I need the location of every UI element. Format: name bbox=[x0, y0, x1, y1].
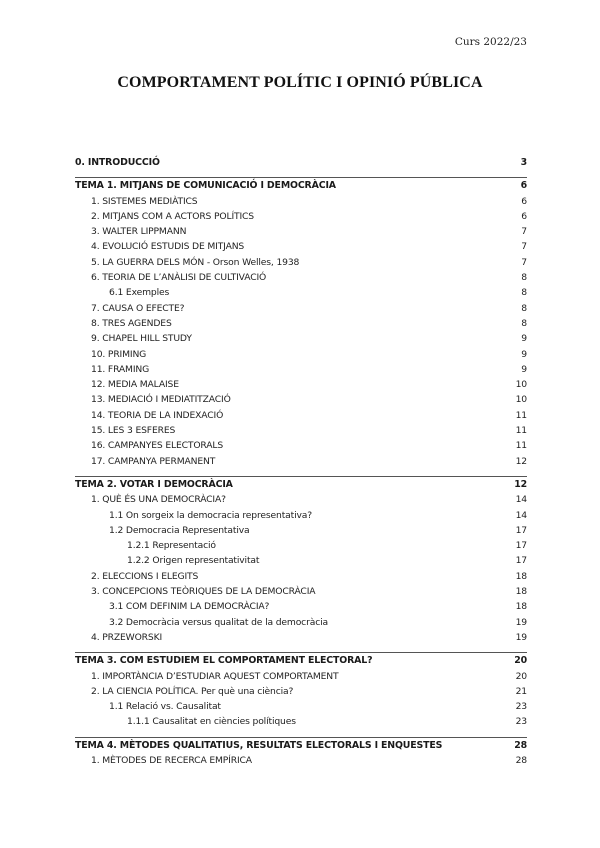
toc-page-number: 11 bbox=[515, 425, 527, 437]
toc-entry-label: 1.1 On sorgeix la democracia representativa? bbox=[109, 509, 312, 521]
course-year: Curs 2022/23 bbox=[454, 36, 527, 48]
toc-chapter[interactable] bbox=[75, 155, 527, 170]
toc-page-number: 28 bbox=[514, 739, 527, 751]
toc-entry-label: TEMA 4. MÈTODES QUALITATIUS, RESULTATS ELECTORALS I ENQUESTES bbox=[75, 739, 443, 751]
toc-page-number: 12 bbox=[514, 478, 527, 490]
toc-entry-label: 6.1 Exemples bbox=[109, 287, 170, 299]
toc-entry[interactable] bbox=[75, 492, 527, 507]
toc-page-number: 28 bbox=[515, 754, 527, 766]
section-gap bbox=[75, 170, 527, 177]
toc-page-number: 18 bbox=[515, 601, 527, 613]
toc-entry[interactable] bbox=[75, 630, 527, 645]
toc-entry-label: 14. TEORIA DE LA INDEXACIÓ bbox=[91, 409, 224, 421]
toc-page-number: 21 bbox=[515, 685, 527, 697]
toc-entry-label: 2. LA CIENCIA POLÍTICA. Per què una ciència? bbox=[91, 685, 294, 697]
toc-page-number: 7 bbox=[521, 256, 527, 268]
toc-entry[interactable] bbox=[75, 301, 527, 316]
toc-entry-label: 1.2.1 Representació bbox=[127, 540, 216, 552]
toc-page-number: 23 bbox=[515, 701, 527, 713]
toc-entry-label: 15. LES 3 ESFERES bbox=[91, 425, 176, 437]
toc-entry-label: 1.2.2 Origen representativitat bbox=[127, 555, 260, 567]
toc-entry[interactable] bbox=[75, 347, 527, 362]
toc-page-number: 19 bbox=[515, 631, 527, 643]
toc-entry-label: 1.2 Democracia Representativa bbox=[109, 524, 250, 536]
toc-page-number: 8 bbox=[521, 272, 527, 284]
toc-entry-label: 12. MEDIA MALAISE bbox=[91, 379, 179, 391]
toc-entry-label: 4. EVOLUCIÓ ESTUDIS DE MITJANS bbox=[91, 241, 245, 253]
toc-page-number: 10 bbox=[515, 394, 527, 406]
toc-page-number: 8 bbox=[521, 302, 527, 314]
toc-entry-label: 2. MITJANS COM A ACTORS POLÍTICS bbox=[91, 210, 254, 222]
toc-entry[interactable] bbox=[75, 753, 527, 768]
document-title: COMPORTAMENT POLÍTIC I OPINIÓ PÚBLICA bbox=[117, 74, 483, 91]
section-gap bbox=[75, 469, 527, 476]
toc-page-number: 14 bbox=[515, 494, 527, 506]
toc-page-number: 7 bbox=[521, 241, 527, 253]
toc-entry-label: 7. CAUSA O EFECTE? bbox=[91, 302, 185, 314]
toc-page-number: 17 bbox=[515, 540, 527, 552]
toc-page-number: 9 bbox=[521, 333, 527, 345]
toc-entry[interactable] bbox=[75, 362, 527, 377]
toc-page-number: 8 bbox=[521, 287, 527, 299]
toc-page-number: 14 bbox=[515, 509, 527, 521]
toc-page-number: 11 bbox=[515, 409, 527, 421]
toc-entry-label: 1. IMPORTÀNCIA D’ESTUDIAR AQUEST COMPORTAMENT bbox=[91, 670, 339, 682]
toc-entry[interactable] bbox=[75, 408, 527, 423]
toc-page-number: 19 bbox=[515, 616, 527, 628]
toc-chapter[interactable] bbox=[75, 476, 527, 492]
toc-entry[interactable] bbox=[75, 714, 527, 729]
toc-entry[interactable] bbox=[75, 615, 527, 630]
toc-entry-label: 6. TEORIA DE L’ANÀLISI DE CULTIVACIÓ bbox=[91, 272, 267, 284]
toc-entry[interactable] bbox=[75, 224, 527, 239]
section-gap bbox=[75, 730, 527, 737]
section-gap bbox=[75, 645, 527, 652]
toc-entry[interactable] bbox=[75, 239, 527, 254]
toc-entry-label: 4. PRZEWORSKI bbox=[91, 631, 163, 643]
toc-entry[interactable] bbox=[75, 331, 527, 346]
toc-entry[interactable] bbox=[75, 538, 527, 553]
toc-chapter[interactable] bbox=[75, 177, 527, 193]
toc-entry-label: 17. CAMPANYA PERMANENT bbox=[91, 455, 216, 467]
toc-entry-label: 9. CHAPEL HILL STUDY bbox=[91, 333, 192, 345]
toc-page-number: 6 bbox=[520, 180, 527, 192]
toc-entry-label: 1.1 Relació vs. Causalitat bbox=[109, 701, 221, 713]
toc-entry-label: 16. CAMPANYES ELECTORALS bbox=[91, 440, 224, 452]
toc-entry-label: 0. INTRODUCCIÓ bbox=[75, 157, 160, 168]
toc-entry[interactable] bbox=[75, 377, 527, 392]
toc-entry-label: 1.1.1 Causalitat en ciències polítiques bbox=[127, 716, 296, 728]
toc-entry[interactable] bbox=[75, 392, 527, 407]
toc-entry[interactable] bbox=[75, 569, 527, 584]
toc-page-number: 3 bbox=[520, 157, 527, 168]
toc-page-number: 23 bbox=[515, 716, 527, 728]
toc-page-number: 11 bbox=[515, 440, 527, 452]
toc-entry-label: 8. TRES AGENDES bbox=[91, 317, 172, 329]
toc-page-number: 17 bbox=[515, 524, 527, 536]
toc-entry-label: 3.2 Democràcia versus qualitat de la democràcia bbox=[109, 616, 328, 628]
toc-chapter[interactable] bbox=[75, 652, 527, 668]
toc-page-number: 18 bbox=[515, 570, 527, 582]
table-of-contents bbox=[75, 155, 527, 768]
toc-entry-label: 1. QUÈ ÉS UNA DEMOCRÀCIA? bbox=[91, 494, 226, 506]
toc-entry[interactable] bbox=[75, 194, 527, 209]
toc-entry-label: 1. SISTEMES MEDIÀTICS bbox=[91, 195, 198, 207]
toc-page-number: 20 bbox=[514, 655, 527, 667]
toc-chapter[interactable] bbox=[75, 737, 527, 753]
toc-entry[interactable] bbox=[75, 209, 527, 224]
toc-page-number: 7 bbox=[521, 226, 527, 238]
toc-entry-label: 5. LA GUERRA DELS MÓN - Orson Welles, 1938 bbox=[91, 256, 300, 268]
toc-entry-label: TEMA 3. COM ESTUDIEM EL COMPORTAMENT ELECTORAL? bbox=[75, 655, 373, 667]
toc-page-number: 9 bbox=[521, 363, 527, 375]
toc-entry-label: 10. PRIMING bbox=[91, 348, 147, 360]
toc-entry-label: TEMA 2. VOTAR I DEMOCRÀCIA bbox=[75, 478, 233, 490]
toc-entry-label: 3. CONCEPCIONS TEÒRIQUES DE LA DEMOCRÀCIA bbox=[91, 586, 316, 598]
toc-entry-label: TEMA 1. MITJANS DE COMUNICACIÓ I DEMOCRÀCIA bbox=[75, 180, 336, 192]
toc-entry-label: 2. ELECCIONS I ELEGITS bbox=[91, 570, 199, 582]
toc-page-number: 6 bbox=[521, 195, 527, 207]
toc-entry[interactable] bbox=[75, 285, 527, 300]
toc-entry[interactable] bbox=[75, 553, 527, 568]
toc-entry-label: 3. WALTER LIPPMANN bbox=[91, 226, 187, 238]
toc-page-number: 12 bbox=[515, 455, 527, 467]
toc-entry[interactable] bbox=[75, 684, 527, 699]
toc-entry-label: 11. FRAMING bbox=[91, 363, 150, 375]
toc-page-number: 10 bbox=[515, 379, 527, 391]
toc-entry[interactable] bbox=[75, 438, 527, 453]
toc-entry[interactable] bbox=[75, 699, 527, 714]
toc-page-number: 8 bbox=[521, 317, 527, 329]
toc-entry[interactable] bbox=[75, 423, 527, 438]
toc-entry[interactable] bbox=[75, 584, 527, 599]
toc-page-number: 17 bbox=[515, 555, 527, 567]
toc-page-number: 18 bbox=[515, 586, 527, 598]
toc-entry-label: 3.1 COM DEFINIM LA DEMOCRÀCIA? bbox=[109, 601, 270, 613]
toc-entry-label: 1. MÈTODES DE RECERCA EMPÍRICA bbox=[91, 754, 252, 766]
toc-page-number: 6 bbox=[521, 210, 527, 222]
toc-entry[interactable] bbox=[75, 599, 527, 614]
toc-entry[interactable] bbox=[75, 270, 527, 285]
toc-page-number: 9 bbox=[521, 348, 527, 360]
toc-entry[interactable] bbox=[75, 316, 527, 331]
toc-page-number: 20 bbox=[515, 670, 527, 682]
toc-entry[interactable] bbox=[75, 523, 527, 538]
toc-entry-label: 13. MEDIACIÓ I MEDIATITZACIÓ bbox=[91, 394, 231, 406]
toc-entry[interactable] bbox=[75, 508, 527, 523]
toc-entry[interactable] bbox=[75, 255, 527, 270]
toc-entry[interactable] bbox=[75, 454, 527, 469]
toc-entry[interactable] bbox=[75, 669, 527, 684]
